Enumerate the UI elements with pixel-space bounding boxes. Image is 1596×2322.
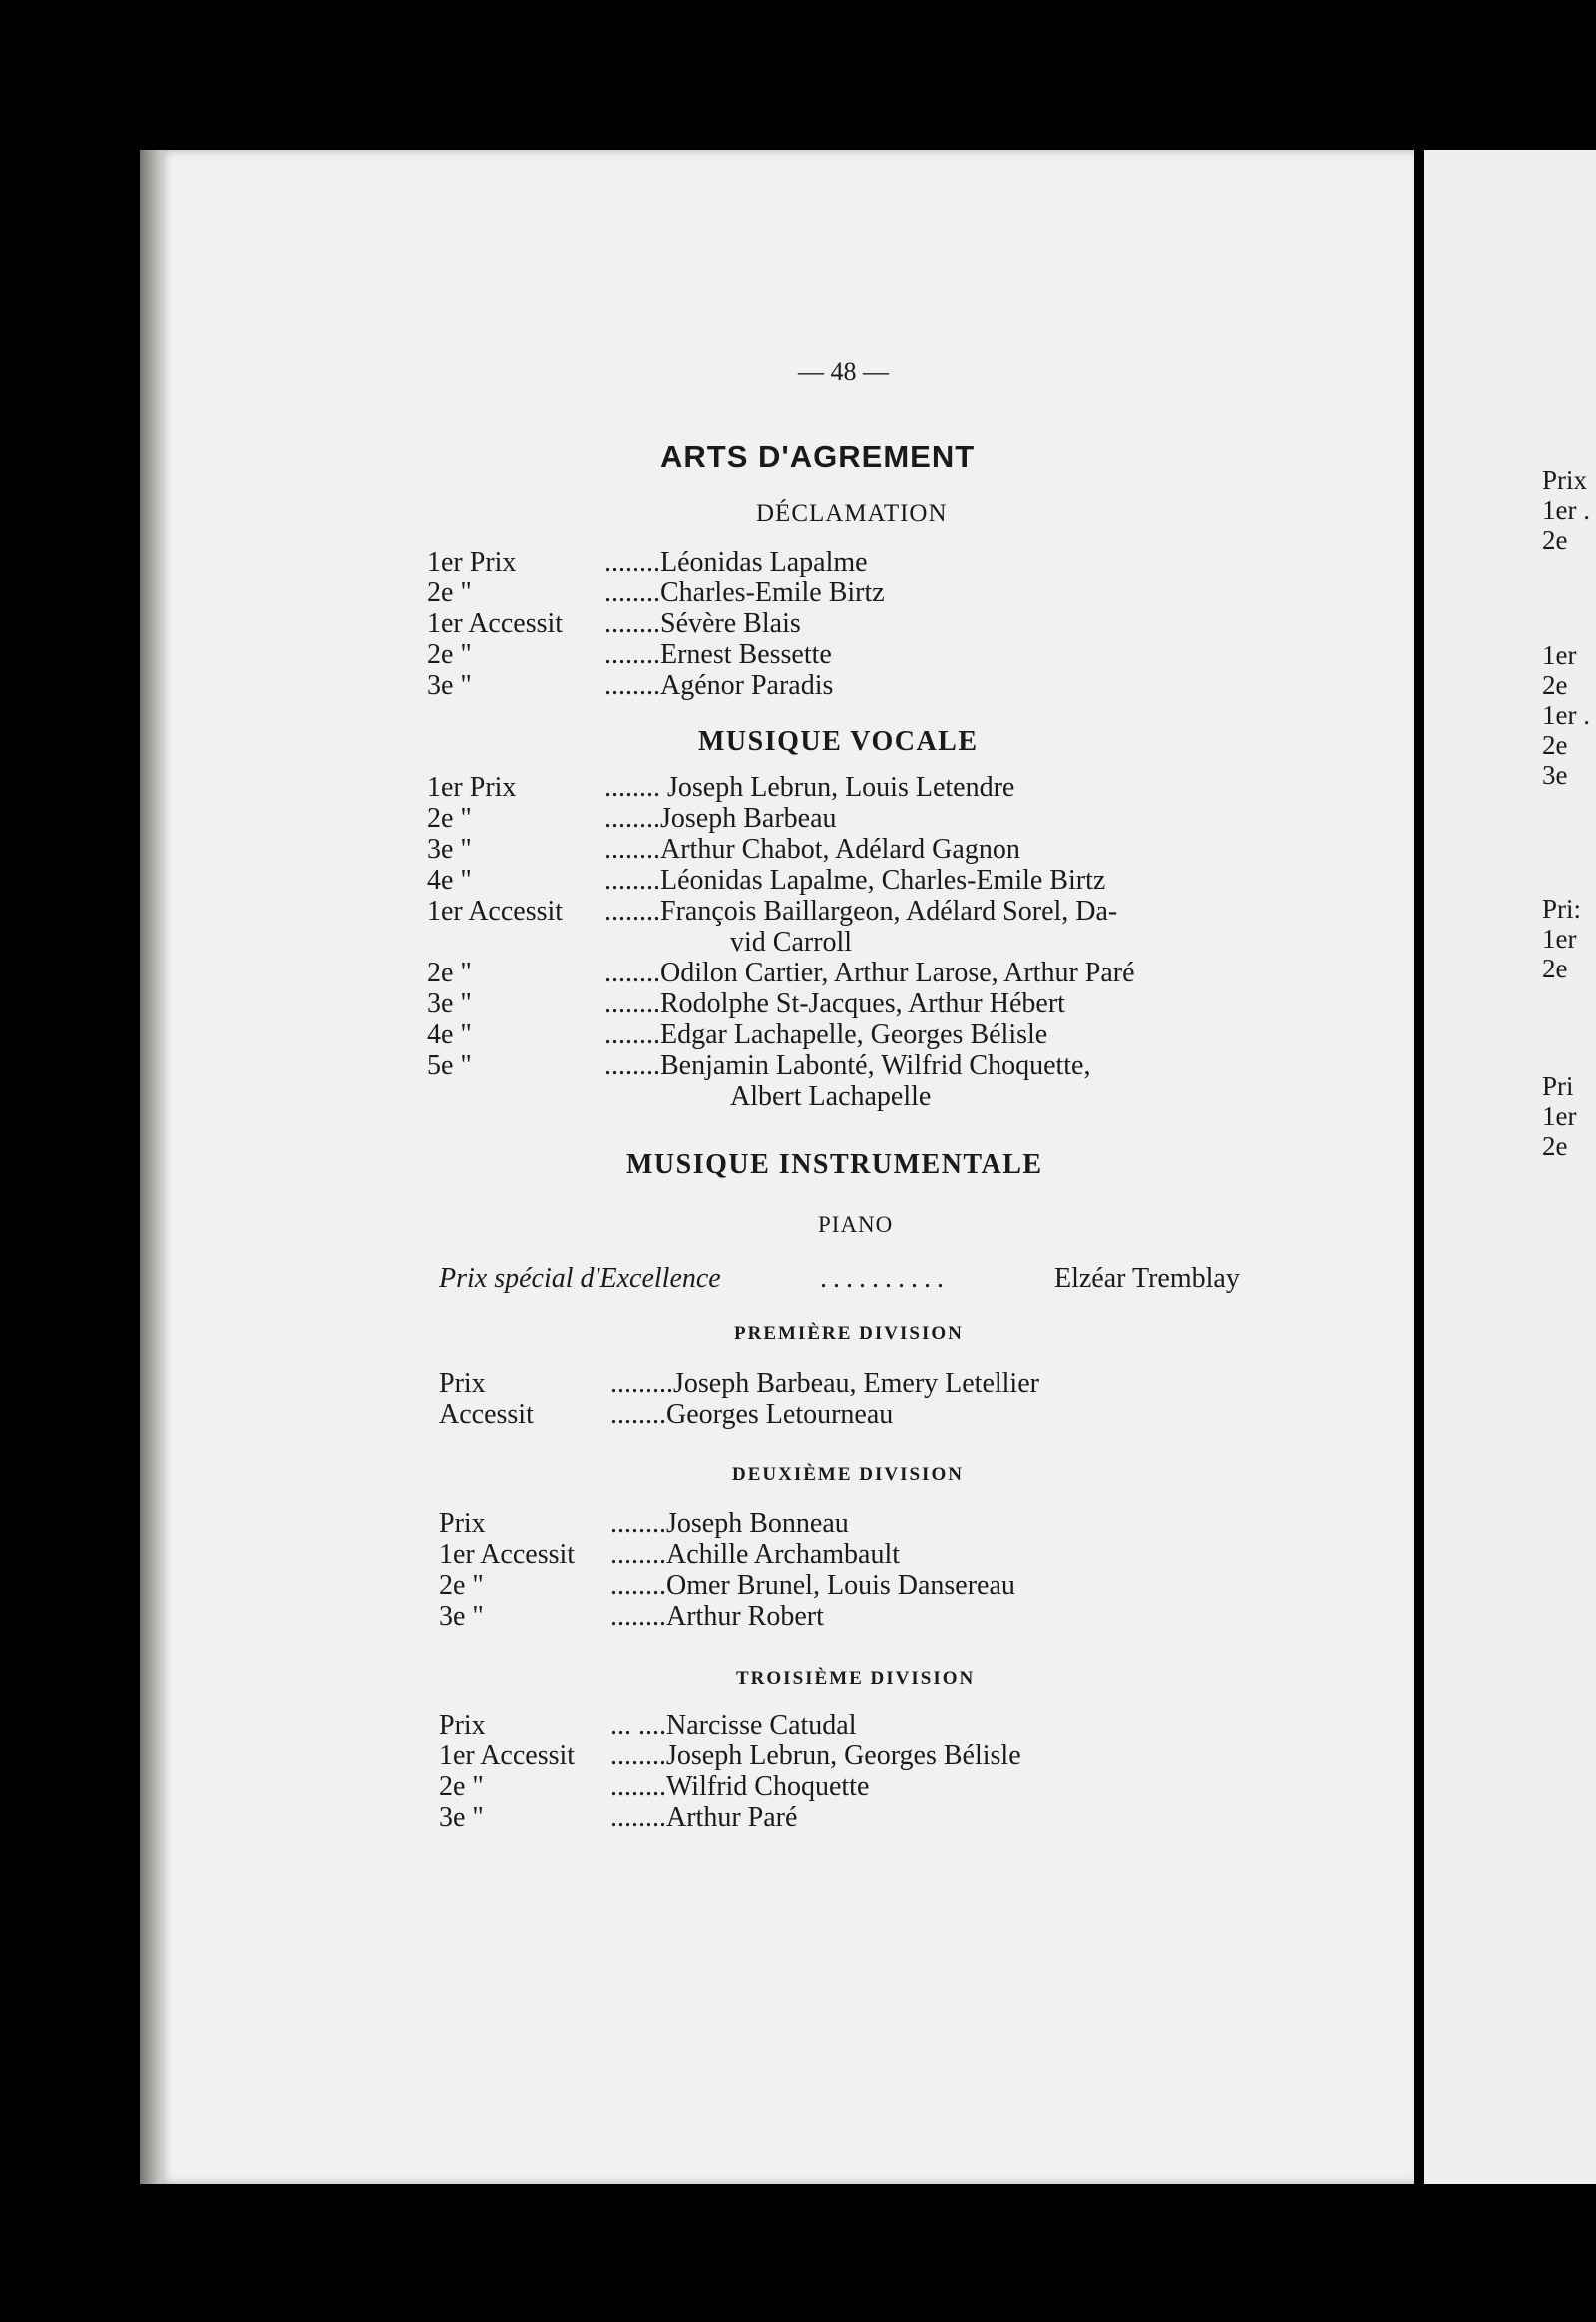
adjacent-text: 1er	[1542, 924, 1577, 954]
row-value: .........Joseph Barbeau, Emery Letellier	[610, 1368, 1039, 1399]
adjacent-text: 2e	[1542, 1131, 1568, 1161]
row-label: 4e "	[427, 1019, 472, 1050]
row-label: Prix	[439, 1368, 486, 1399]
row-label: 1er Accessit	[427, 608, 564, 639]
row-label: 3e "	[427, 834, 472, 865]
row-label: 2e "	[427, 578, 472, 608]
adjacent-text: 2e	[1542, 525, 1568, 555]
row-label: 4e "	[427, 865, 472, 896]
row-label: Accessit	[439, 1399, 534, 1430]
row-value: ........ Joseph Lebrun, Louis Letendre	[604, 772, 1015, 803]
sub-heading-piano: PIANO	[818, 1212, 894, 1237]
row-label: 1er Accessit	[439, 1539, 576, 1570]
adjacent-text: 2e	[1542, 954, 1568, 983]
row-value: ........Agénor Paradis	[604, 670, 834, 701]
row-label: 3e "	[439, 1601, 484, 1632]
row-value: ........Arthur Chabot, Adélard Gagnon	[604, 834, 1020, 865]
row-label: 3e "	[439, 1802, 484, 1833]
row-value: ........Joseph Lebrun, Georges Bélisle	[610, 1741, 1021, 1771]
row-label: 2e "	[427, 958, 472, 988]
adjacent-text: 1er .	[1542, 495, 1590, 525]
row-value: ........Charles-Emile Birtz	[604, 578, 885, 608]
row-label: 2e "	[427, 803, 472, 834]
adjacent-text: 2e	[1542, 670, 1568, 700]
row-value: ........Benjamin Labonté, Wilfrid Choquette,	[604, 1050, 1091, 1081]
row-value: ........Léonidas Lapalme, Charles-Emile Birtz	[604, 865, 1106, 896]
page-title: ARTS D'AGREMENT	[660, 439, 976, 474]
row-value: ........Wilfrid Choquette	[610, 1771, 870, 1802]
row-label: 1er Prix	[427, 547, 517, 578]
adjacent-text: Prix	[1542, 465, 1588, 495]
row-label: 1er Accessit	[427, 896, 564, 927]
row-label: 2e "	[427, 639, 472, 670]
row-value: vid Carroll	[730, 927, 853, 958]
row-label: 1er Prix	[427, 772, 517, 803]
adjacent-text: 1er	[1542, 1101, 1577, 1131]
adjacent-page	[1424, 150, 1596, 2184]
row-value: ........Arthur Robert	[610, 1601, 824, 1632]
division-heading-2: DEUXIÈME DIVISION	[732, 1464, 964, 1485]
page-edge	[140, 150, 162, 2184]
row-value: Albert Lachapelle	[730, 1081, 932, 1112]
special-prize-dots: ..........	[820, 1263, 950, 1294]
row-value: ........Odilon Cartier, Arthur Larose, Arthur Paré	[604, 958, 1135, 988]
row-value: ........Sévère Blais	[604, 608, 801, 639]
adjacent-text: Pri	[1542, 1071, 1574, 1101]
row-value: ........Arthur Paré	[610, 1802, 798, 1833]
row-label: 2e "	[439, 1771, 484, 1802]
row-label: 1er Accessit	[439, 1741, 576, 1771]
page-number: — 48 —	[798, 357, 889, 386]
row-value: ........Joseph Bonneau	[610, 1508, 849, 1539]
section-heading-musique-vocale: MUSIQUE VOCALE	[698, 726, 979, 757]
adjacent-text: 1er	[1542, 640, 1577, 670]
row-value: ........Omer Brunel, Louis Dansereau	[610, 1570, 1015, 1601]
row-label: Prix	[439, 1508, 486, 1539]
row-label: 3e "	[427, 670, 472, 701]
row-label: 3e "	[427, 988, 472, 1019]
row-value: ... ....Narcisse Catudal	[610, 1710, 857, 1741]
row-value: ........Achille Archambault	[610, 1539, 901, 1570]
row-value: ........Georges Letourneau	[610, 1399, 894, 1430]
adjacent-text: 2e	[1542, 730, 1568, 760]
section-heading-declamation: DÉCLAMATION	[756, 500, 948, 527]
row-value: ........Edgar Lachapelle, Georges Bélisle	[604, 1019, 1048, 1050]
row-value: ........Ernest Bessette	[604, 639, 832, 670]
row-value: ........Joseph Barbeau	[604, 803, 837, 834]
division-heading-3: TROISIÈME DIVISION	[736, 1668, 976, 1689]
row-value: ........Léonidas Lapalme	[604, 547, 868, 578]
special-prize-value: Elzéar Tremblay	[1054, 1263, 1240, 1294]
division-heading-1: PREMIÈRE DIVISION	[734, 1323, 964, 1344]
adjacent-text: 3e	[1542, 760, 1568, 790]
row-label: 5e "	[427, 1050, 472, 1081]
row-label: Prix	[439, 1710, 486, 1741]
row-label: 2e "	[439, 1570, 484, 1601]
adjacent-text: Pri:	[1542, 894, 1582, 924]
row-value: ........Rodolphe St-Jacques, Arthur Hébert	[604, 988, 1065, 1019]
section-heading-musique-instrumentale: MUSIQUE INSTRUMENTALE	[626, 1149, 1043, 1180]
special-prize-label: Prix spécial d'Excellence	[439, 1263, 721, 1294]
adjacent-text: 1er .	[1542, 700, 1590, 730]
row-value: ........François Baillargeon, Adélard Sorel, Da-	[604, 896, 1118, 927]
